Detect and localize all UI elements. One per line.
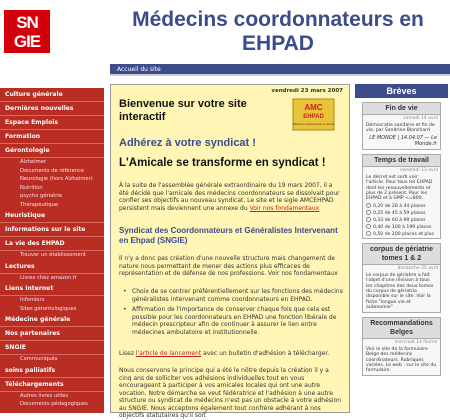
nav-item[interactable]: Dernières nouvelles bbox=[0, 102, 104, 116]
nav-item[interactable]: Espace Emplois bbox=[0, 116, 104, 130]
nav-subitem[interactable]: Communiqués bbox=[20, 356, 58, 362]
nav-item[interactable]: Nos partenaires bbox=[0, 327, 104, 341]
nav-item[interactable]: Culture générale bbox=[0, 88, 104, 102]
structure-paragraph: Il n'y a donc pas création d'une nouvelle structure mais changement de nature nous permettant de mener des actions plus efficaces de représentation et de défense de nos professions. Voir nos fondamentaux bbox=[119, 255, 338, 277]
fundamentals-link[interactable]: Voir nos fondamentaux bbox=[249, 204, 320, 212]
breve-text: Voir le site de la formulaire Belge des médecins coordinateurs. Rubriques variées. Le web : sur le site du formulaire. bbox=[366, 346, 437, 374]
nav-subitem[interactable]: psycho gériatrie bbox=[20, 193, 63, 199]
nav-subitem[interactable]: Livres chez amazon.fr bbox=[20, 274, 77, 281]
breve-box bbox=[362, 154, 441, 239]
logo-line2: GIE bbox=[13, 32, 41, 51]
breadcrumb-bar bbox=[110, 64, 450, 76]
breve-title[interactable]: corpus de gériatrie tomes 1 & 2 bbox=[363, 244, 440, 265]
amc-logo-line1: AMC bbox=[304, 103, 323, 112]
intro-text: À la suite de l'assemblée générale extraordinaire du 19 mars 2007, il a été décidé que l'amicale des médecins coordonnateurs se dissolvait pour confier ses objectifs au nouveau syndicat. Le site et le sigle AMCEHPAD persistent mais deviennent une annexe du bbox=[119, 182, 340, 212]
launch-paragraph bbox=[119, 350, 343, 358]
nav-subitem[interactable]: Neurologie (hors Alzheimer) bbox=[20, 176, 93, 182]
nav-item[interactable]: Liens Internet bbox=[0, 282, 104, 296]
radio-icon[interactable] bbox=[366, 231, 371, 236]
syndicat-heading: Syndicat des Coordonnateurs et Généralistes Intervenant en Ehpad (SNGIE) bbox=[119, 226, 338, 245]
intro-paragraph bbox=[119, 182, 343, 212]
radio-icon[interactable] bbox=[366, 210, 371, 215]
nav-item[interactable]: Heuristique bbox=[0, 209, 104, 223]
breve-title[interactable]: Temps de travail bbox=[363, 155, 440, 167]
nav-subitem[interactable]: Trouver un établissement bbox=[20, 252, 86, 258]
nav-item[interactable]: La vie des EHPAD bbox=[0, 237, 104, 251]
launch-article-link[interactable]: l'article de lancement bbox=[135, 350, 202, 357]
breve-option-label: 0,50 de 200 places et plus bbox=[373, 231, 434, 237]
breve-option[interactable] bbox=[363, 210, 440, 217]
breve-option[interactable] bbox=[363, 231, 440, 238]
breve-option[interactable] bbox=[363, 203, 440, 210]
breve-option[interactable] bbox=[363, 224, 440, 231]
nav-item[interactable]: soins palliatifs bbox=[0, 364, 104, 378]
nav-subitem[interactable]: Sites gérontologiques bbox=[20, 305, 77, 312]
nav-subitem[interactable]: Documents de référence bbox=[20, 167, 85, 174]
nav-subitem[interactable]: Documents pédagogiques bbox=[20, 401, 88, 407]
breve-date: vendredi 13 avril bbox=[399, 167, 438, 173]
breve-title[interactable]: Fin de vie bbox=[363, 103, 440, 115]
nav-subitem[interactable]: Infomiers bbox=[20, 297, 45, 303]
join-heading: Adhérez à votre syndicat ! bbox=[119, 137, 256, 149]
welcome-heading: Bienvenue sur votre site interactif bbox=[119, 98, 247, 123]
launch-suffix: avec un bulletin d'adhésion à télécharger. bbox=[201, 350, 330, 357]
amc-logo-line3: Médecins coordonnateurs en Ehpad bbox=[292, 123, 335, 126]
nav-item[interactable]: Médecine générale bbox=[0, 313, 104, 327]
nav-subitem[interactable]: Autres livres utiles bbox=[20, 392, 69, 399]
breve-option-label: 0,25 de 45 à 59 places bbox=[373, 210, 426, 216]
breve-source[interactable]: LE MONDE | 14.04.07 — Le Monde.fr bbox=[369, 134, 437, 147]
breves-list bbox=[355, 102, 448, 376]
breve-title[interactable]: Recommandations Belges bbox=[363, 318, 440, 339]
breve-option[interactable] bbox=[363, 217, 440, 224]
site-logo[interactable] bbox=[4, 10, 50, 53]
amc-ehpad-logo bbox=[291, 97, 336, 132]
nav-item[interactable]: Informations sur le site bbox=[0, 223, 104, 237]
breve-box bbox=[362, 102, 441, 150]
article-date: vendredi 23 mars 2007 bbox=[271, 88, 343, 94]
right-sidebar bbox=[355, 84, 448, 413]
radio-icon[interactable] bbox=[366, 217, 371, 222]
radio-icon[interactable] bbox=[366, 203, 371, 208]
launch-prefix: Lisez bbox=[119, 350, 136, 357]
sidebar-nav bbox=[0, 88, 104, 413]
breve-date: samedi 14 avril bbox=[403, 116, 438, 121]
home-link[interactable]: Accueil du site bbox=[117, 66, 161, 73]
nav-subitem[interactable]: Nutrition bbox=[20, 184, 43, 191]
membership-paragraph: Nous conservons le principe qui a été le nôtre depuis la création il y a cinq ans de solliciter vos adhésions individuelles tout en vous encourageant à participer à vos amicales locales qui ont une autre vocation. Notre démarche se veut fédératrice et l'adhésion à une autre structure ou syndicat de médecins n'est pas un obstacle à votre adhésion au SNGIE. Nous acceptons également tout confrère adhérant à nos objectifs statutaires qu'il soit bbox=[119, 367, 342, 419]
logo-line1: SN bbox=[16, 13, 38, 32]
breve-box bbox=[362, 317, 441, 376]
header bbox=[0, 0, 450, 62]
nav-item[interactable]: Gérontologie bbox=[0, 144, 104, 158]
objective-item: • Choix de se centrer préférentiellement sur les fonctions des médecins généralistes intervenant comme coordonnateurs en EHPAD. bbox=[123, 288, 343, 303]
site-title: Médecins coordonnateurs en EHPAD bbox=[132, 8, 424, 55]
breves-heading: Brèves bbox=[355, 84, 448, 98]
amc-logo-line2: EHPAD bbox=[303, 114, 324, 120]
main-content bbox=[110, 84, 350, 419]
breve-date: dimanche 25 avril bbox=[397, 265, 438, 271]
breve-text: Le décret est sorti voir l'article. Pour tous les EHPAD dont les renouvellements et plus de 2 présent. Pour les EHPAD et à GMP <=800. bbox=[366, 174, 433, 202]
breve-text: Démocratie sanitaire et fin de vie, par Sandrine Blanchard bbox=[366, 123, 435, 134]
breve-option-label: 0,40 de 100 à 199 places bbox=[373, 224, 432, 230]
nav-item[interactable]: Formation bbox=[0, 130, 104, 144]
breve-text: Le corpus de gériatrie a fait l'objet d'une révision à tous les chapitres des deux tomes du corpus de gériatrie disponible sur le site. Voir la fiche "longue vie et autonomie" bbox=[366, 272, 434, 311]
nav-subitem[interactable]: Thérapeutique bbox=[20, 201, 58, 208]
nav-item[interactable]: SNGIE bbox=[0, 341, 104, 355]
nav-item[interactable]: Lectures bbox=[0, 260, 104, 274]
radio-icon[interactable] bbox=[366, 224, 371, 229]
nav-item[interactable]: Téléchargements bbox=[0, 378, 104, 392]
objective-item: • Affirmation de l'importance de conserver chaque fois que cela est possible pour les coordonnateurs en EHPAD une fonction libérale de médecin prescripteur afin de continuer à assurer le lien entre médecines ambulatoire et institutionnelle. bbox=[123, 306, 343, 336]
breve-box bbox=[362, 243, 441, 313]
breve-date: mercredi 14 février bbox=[394, 339, 438, 345]
nav-subitem[interactable]: Alzheimer bbox=[20, 159, 47, 165]
objectives-list bbox=[123, 288, 343, 339]
amicale-heading: L'Amicale se transforme en syndicat ! bbox=[119, 157, 326, 169]
breve-option-label: 0,33 de 60 à 99 places bbox=[373, 217, 426, 223]
breve-option-label: 0,20 de 28 à 44 places bbox=[373, 203, 426, 209]
